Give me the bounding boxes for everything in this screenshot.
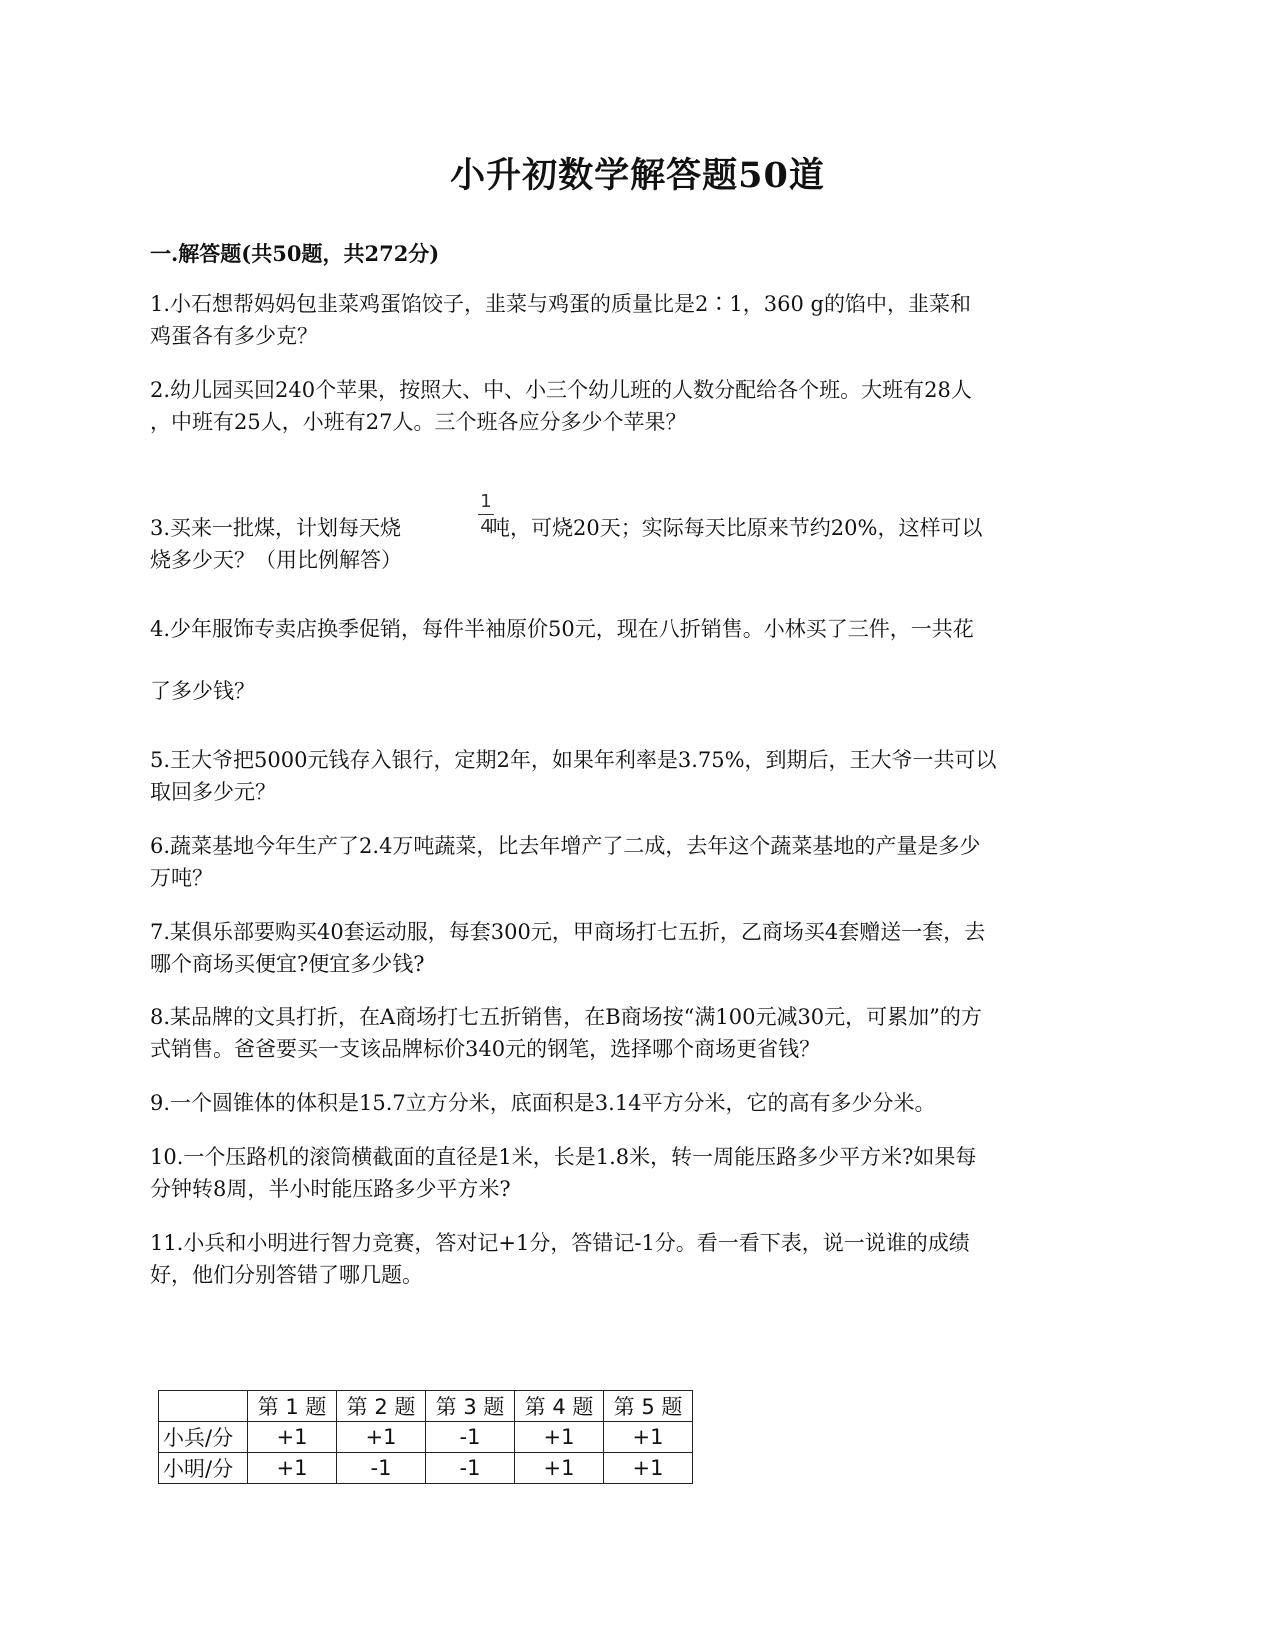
question-text-after-fraction: 吨，可烧20天；实际每天比原来节约20%，这样可以 [489, 516, 983, 540]
question-line: 式销售。爸爸要买一支该品牌标价340元的钢笔，选择哪个商场更省钱？ [150, 1037, 821, 1061]
table-row [159, 1453, 693, 1484]
question-5 [150, 744, 1125, 808]
question-line: 9.一个圆锥体的体积是15.7立方分米，底面积是3.14平方分米，它的高有多少分米。 [150, 1091, 936, 1115]
table-cell: +1 [515, 1453, 604, 1484]
question-8 [150, 1001, 1125, 1065]
table-row [159, 1422, 693, 1453]
table-cell: +1 [515, 1422, 604, 1453]
question-line: 7.某俱乐部要购买40套运动服，每套300元，甲商场打七五折，乙商场买4套赠送一套，去 [150, 920, 986, 944]
question-line: 8.某品牌的文具打折，在A商场打七五折销售，在B商场按“满100元减30元，可累加”的方 [150, 1005, 982, 1029]
question-line: 哪个商场买便宜?便宜多少钱? [150, 952, 425, 976]
score-table [158, 1390, 693, 1484]
document-title: 小升初数学解答题50道 [450, 155, 825, 196]
table-header-cell: 第 2 题 [337, 1391, 426, 1422]
question-7 [150, 916, 1125, 980]
question-3 [150, 512, 1125, 576]
table-header-cell: 第 4 题 [515, 1391, 604, 1422]
question-line: 11.小兵和小明进行智力竞赛，答对记+1分，答错记-1分。看一看下表，说一说谁的成绩 [150, 1231, 970, 1255]
table-cell: +1 [248, 1422, 337, 1453]
table-header-cell: 第 5 题 [604, 1391, 693, 1422]
table-row-label: 小兵/分 [159, 1422, 248, 1453]
question-line: 好，他们分别答错了哪几题。 [150, 1263, 423, 1287]
question-text-before-fraction: 3.买来一批煤，计划每天烧 [150, 516, 402, 540]
question-line: ，中班有25人，小班有27人。三个班各应分多少个苹果？ [150, 410, 687, 434]
table-cell: -1 [337, 1453, 426, 1484]
table-cell: -1 [426, 1422, 515, 1453]
table-row-label: 小明/分 [159, 1453, 248, 1484]
table-header-cell: 第 1 题 [248, 1391, 337, 1422]
fraction-denominator: 4 [480, 516, 492, 537]
table-header-cell: 第 3 题 [426, 1391, 515, 1422]
question-line: 万吨？ [150, 866, 213, 890]
question-6 [150, 830, 1125, 894]
table-corner-cell [159, 1391, 248, 1422]
question-line: 10.一个压路机的滚筒横截面的直径是1米，长是1.8米，转一周能压路多少平方米?如果每 [150, 1145, 977, 1169]
question-4 [150, 598, 1125, 722]
table-cell: +1 [604, 1422, 693, 1453]
table-cell: -1 [426, 1453, 515, 1484]
question-line: 分钟转8周，半小时能压路多少平方米? [150, 1177, 511, 1201]
question-line: 鸡蛋各有多少克？ [150, 324, 318, 348]
question-line: 6.蔬菜基地今年生产了2.4万吨蔬菜，比去年增产了二成，去年这个蔬菜基地的产量是多少 [150, 834, 981, 858]
question-line: 取回多少元？ [150, 780, 276, 804]
question-2 [150, 374, 1125, 438]
table-cell: +1 [337, 1422, 426, 1453]
question-10 [150, 1141, 1125, 1205]
question-1 [150, 288, 1125, 352]
question-line: 2.幼儿园买回240个苹果，按照大、中、小三个幼儿班的人数分配给各个班。大班有28人 [150, 378, 972, 402]
question-line: 4.少年服饰专卖店换季促销，每件半袖原价50元，现在八折销售。小林买了三件，一共花 [150, 617, 974, 641]
fraction-numerator: 1 [480, 491, 492, 512]
question-line: 烧多少天？（用比例解答） [150, 548, 402, 572]
table-header-row [159, 1391, 693, 1422]
table-cell: +1 [248, 1453, 337, 1484]
table-cell: +1 [604, 1453, 693, 1484]
question-line: 了多少钱？ [150, 679, 255, 703]
section-heading: 一.解答题(共50题，共272分) [150, 241, 440, 266]
question-11 [150, 1227, 1125, 1291]
question-line: 1.小石想帮妈妈包韭菜鸡蛋馅饺子，韭菜与鸡蛋的质量比是2∶1，360 g的馅中，韭菜和 [150, 292, 971, 316]
question-line: 5.王大爷把5000元钱存入银行，定期2年，如果年利率是3.75%，到期后，王大爷一共可以 [150, 748, 997, 772]
question-9 [150, 1087, 1125, 1119]
